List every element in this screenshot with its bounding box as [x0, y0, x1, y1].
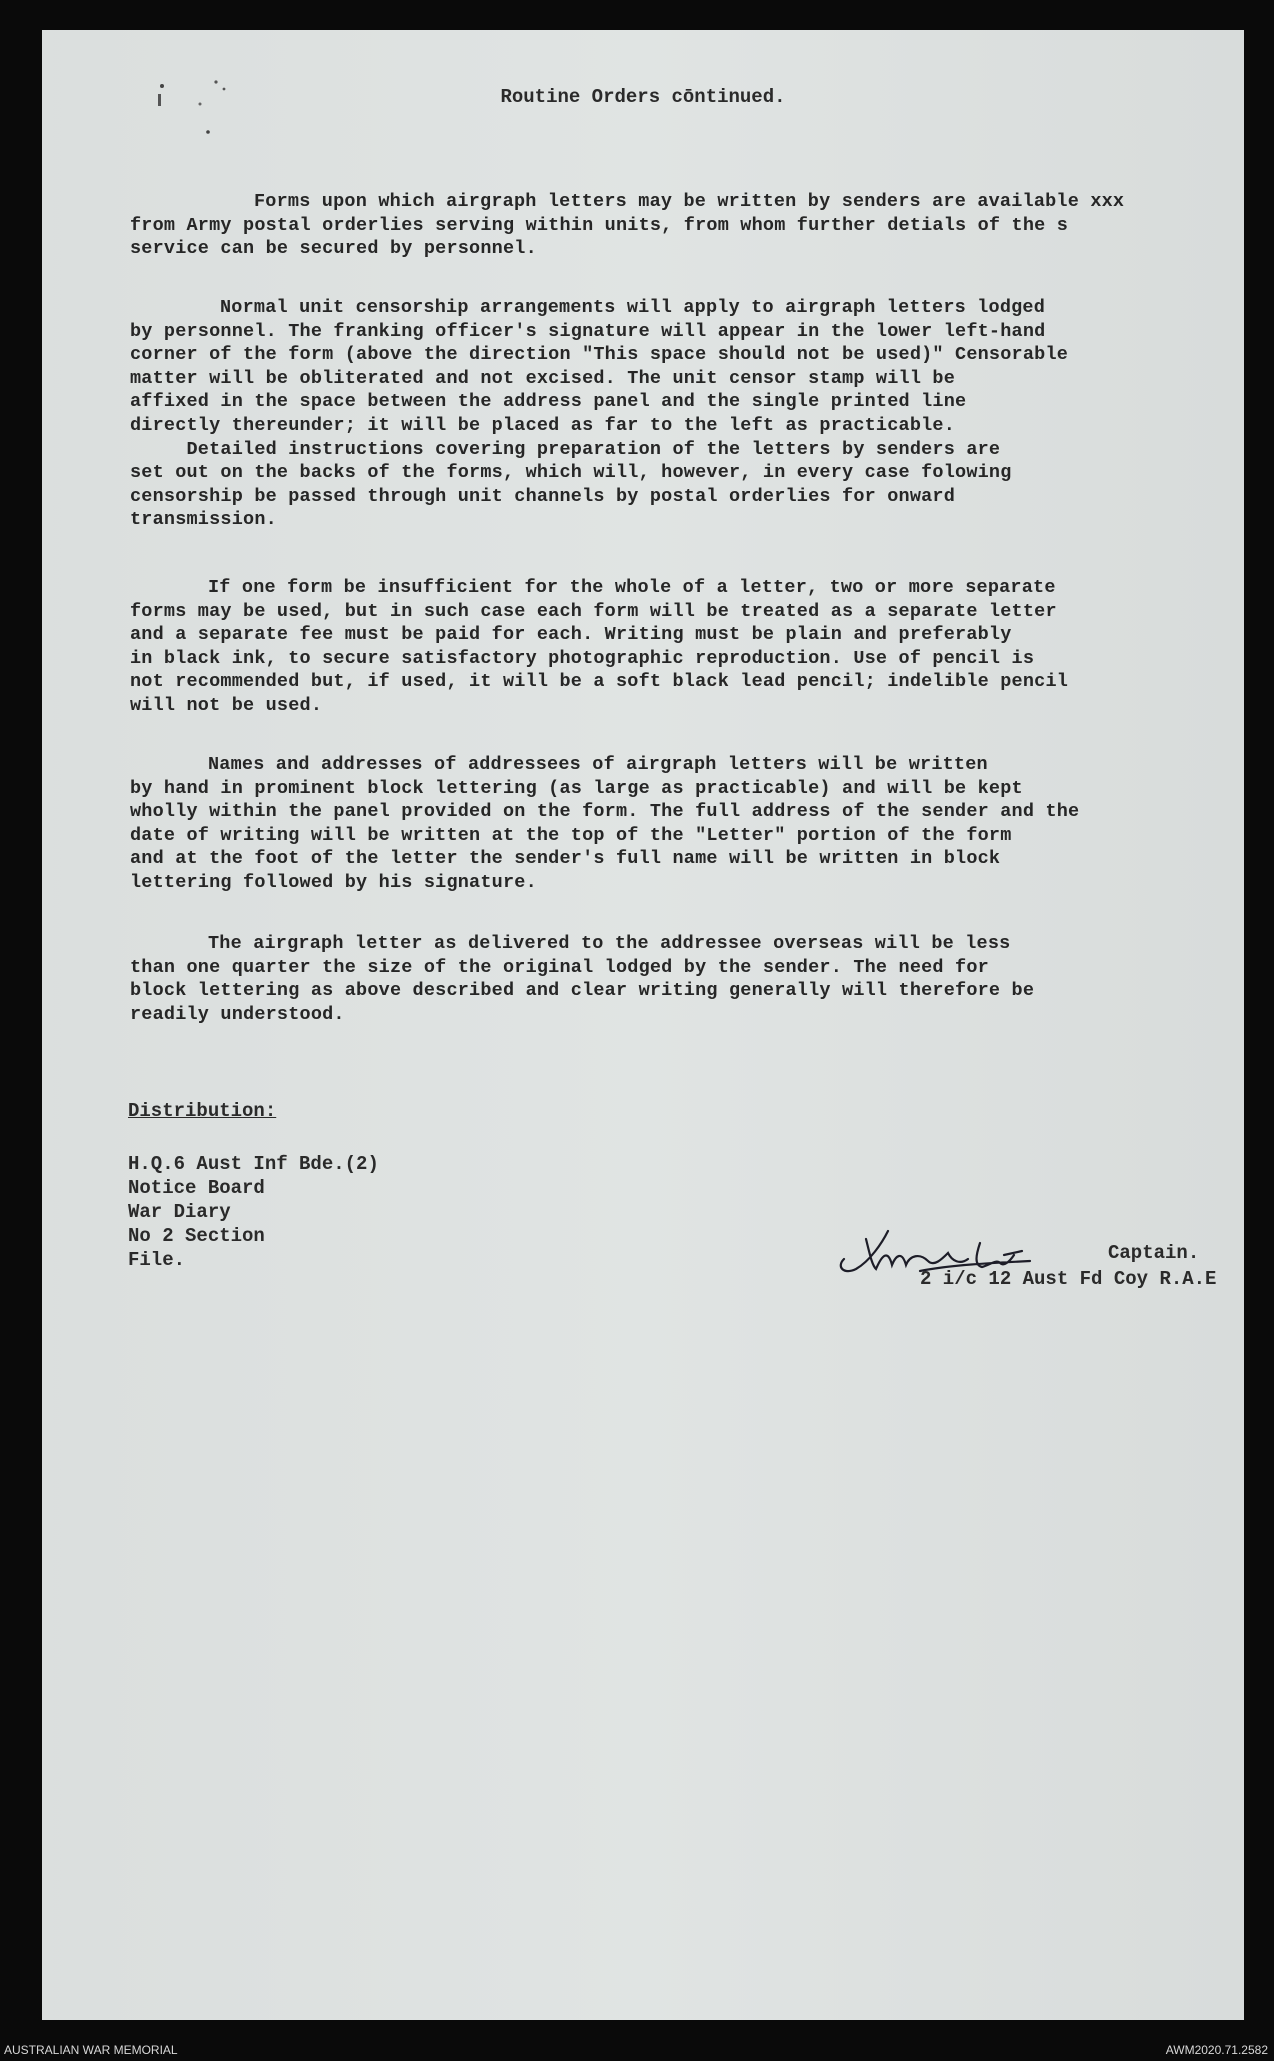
text-line: Detailed instructions covering preparation of the letters by senders are: [130, 438, 1001, 460]
text-line: directly thereunder; it will be placed as far to the left as practicable.: [130, 414, 956, 436]
text-line: date of writing will be written at the top of the "Letter" portion of the form: [130, 824, 1012, 846]
text-line: Names and addresses of addressees of airgraph letters will be written: [208, 754, 988, 775]
text-line: will not be used.: [130, 694, 323, 716]
archive-caption-right: AWM2020.71.2582: [1165, 2043, 1268, 2057]
text-line: by hand in prominent block lettering (as large as practicable) and will be kept: [130, 777, 1023, 799]
handwritten-signature: [630, 1225, 1170, 1305]
text-line: forms may be used, but in such case each form will be treated as a separate letter: [130, 600, 1057, 622]
text-line: affixed in the space between the address panel and the single printed line: [130, 391, 967, 413]
text-line: set out on the backs of the forms, which will, however, in every case folowing: [130, 462, 1012, 484]
paragraph-size-note: [130, 932, 1250, 1026]
distribution-list: [128, 1152, 379, 1272]
text-line: If one form be insufficient for the whole of a letter, two or more separate: [208, 577, 1056, 598]
document-title: Routine Orders cōntinued.: [500, 86, 786, 108]
signature-text: JMWilliams Lieut: [630, 1225, 640, 1226]
text-line: and a separate fee must be paid for each. Writing must be plain and preferably: [130, 624, 1012, 646]
paragraph-censorship: [130, 296, 1250, 532]
text-line: matter will be obliterated and not excised. The unit censor stamp will be: [130, 367, 956, 389]
distribution-item: File.: [128, 1249, 186, 1271]
text-line: and at the foot of the letter the sender's full name will be written in block: [130, 848, 1001, 870]
text-line: lettering followed by his signature.: [130, 871, 537, 893]
text-line: readily understood.: [130, 1003, 345, 1025]
text-line: censorship be passed through unit channels by postal orderlies for onward: [130, 485, 956, 507]
text-line: by personnel. The franking officer's signature will appear in the lower left-hand: [130, 320, 1046, 342]
text-line: corner of the form (above the direction "This space should not be used)" Censorable: [130, 344, 1069, 366]
text-line: from Army postal orderlies serving within units, from whom further detials of the s: [130, 214, 1069, 236]
paper-specks: [112, 74, 232, 144]
distribution-item: No 2 Section: [128, 1225, 265, 1247]
signatory-rank: Captain.: [1108, 1242, 1200, 1264]
paragraph-forms-availability: [130, 190, 1250, 261]
text-line: service can be secured by personnel.: [130, 238, 537, 260]
text-line: Forms upon which airgraph letters may be written by senders are available xxx: [254, 191, 1125, 212]
text-line: Normal unit censorship arrangements will apply to airgraph letters lodged: [220, 297, 1046, 318]
text-line: The airgraph letter as delivered to the addressee overseas will be less: [208, 933, 1011, 954]
text-line: transmission.: [130, 509, 277, 531]
text-line: in black ink, to secure satisfactory photographic reproduction. Use of pencil is: [130, 647, 1035, 669]
distribution-item: H.Q.6 Aust Inf Bde.(2): [128, 1153, 379, 1175]
paragraph-addresses: [130, 753, 1250, 895]
paragraph-multiple-forms: [130, 576, 1250, 718]
text-line: than one quarter the size of the original lodged by the sender. The need for: [130, 956, 989, 978]
text-line: block lettering as above described and clear writing generally will therefore be: [130, 980, 1035, 1002]
archive-caption-left: AUSTRALIAN WAR MEMORIAL: [4, 2043, 178, 2057]
signatory-unit: 2 i/c 12 Aust Fd Coy R.A.E: [920, 1268, 1217, 1290]
distribution-heading: Distribution:: [128, 1100, 277, 1122]
text-line: not recommended but, if used, it will be a soft black lead pencil; indelible pencil: [130, 671, 1069, 693]
distribution-item: Notice Board: [128, 1177, 265, 1199]
distribution-item: War Diary: [128, 1201, 231, 1223]
text-line: wholly within the panel provided on the form. The full address of the sender and the: [130, 801, 1080, 823]
